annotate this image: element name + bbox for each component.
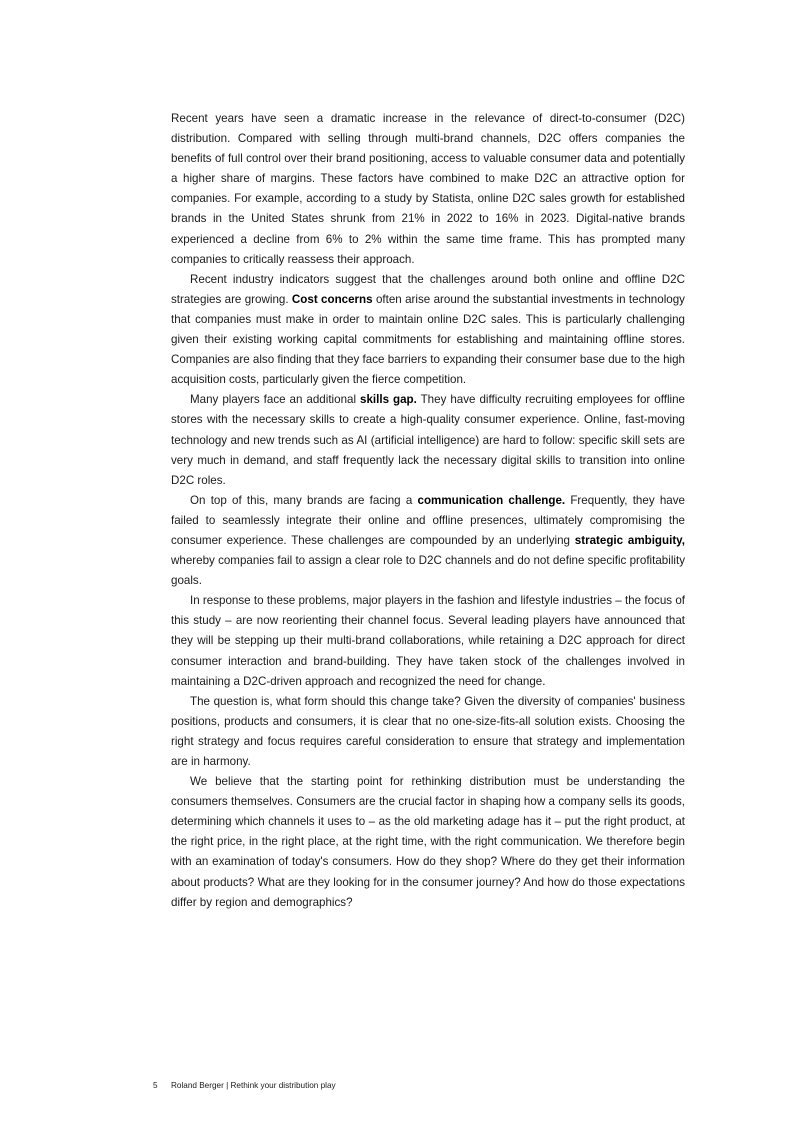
paragraph (171, 491, 685, 591)
bold-phrase: skills gap. (360, 393, 417, 407)
text-run: Frequently, they have failed to seamlessly integrate their online and offline presences, ultimately compromising the consumer experience. These challenges are compounded by an underlying (171, 493, 685, 547)
text-run: They have difficulty recruiting employees for offline stores with the necessary skills to create a high-quality consumer experience. Online, fast-moving technology and new trends such as AI (artificial intelligence) are hard to follow: specific skill sets are very much in demand, and staff frequently lack the necessary digital skills to transition into online D2C roles. (171, 393, 685, 487)
paragraph (171, 109, 685, 270)
page-footer (153, 1080, 336, 1092)
body-text (171, 109, 685, 913)
text-run: On top of this, many brands are facing a (190, 493, 418, 507)
text-run: whereby companies fail to assign a clear role to D2C channels and do not define specific profitability goals. (171, 554, 685, 588)
paragraph (171, 390, 685, 490)
paragraph (171, 270, 685, 391)
text-run: Recent years have seen a dramatic increase in the relevance of direct-to-consumer (D2C) distribution. Compared with selling through multi-brand channels, D2C offers companies the benefits of full control over their brand positioning, access to valuable consumer data and potentially a higher share of margins. These factors have combined to make D2C an attractive option for companies. For example, according to a study by Statista, online D2C sales growth for established brands in the United States shrunk from 21% in 2022 to 16% in 2023. Digital-native brands experienced a decline from 6% to 2% within the same time frame. This has prompted many companies to critically reassess their approach. (171, 112, 685, 266)
paragraph (171, 772, 685, 913)
bold-phrase: strategic ambiguity, (574, 533, 685, 547)
text-run: Many players face an additional (190, 393, 361, 407)
bold-phrase: communication challenge. (417, 493, 566, 507)
text-run: We believe that the starting point for rethinking distribution must be understanding the consumers themselves. Consumers are the crucial factor in shaping how a company sells its goods, determining which channels it uses to – as the old marketing adage has it – put the right product, at the right price, in the right place, at the right time, with the right communication. We therefore begin with an examination of today's consumers. How do they shop? Where do they get their information about products? What are they looking for in the consumer journey? And how do those expectations differ by region and demographics? (171, 775, 685, 909)
text-run: In response to these problems, major players in the fashion and lifestyle industries – the focus of this study – are now reorienting their channel focus. Several leading players have announced that they will be stepping up their multi-brand collaborations, while retaining a D2C approach for direct consumer interaction and brand-building. They have taken stock of the challenges involved in maintaining a D2C-driven approach and recognized the need for change. (171, 594, 685, 688)
text-run: The question is, what form should this change take? Given the diversity of companies' business positions, products and consumers, it is clear that no one-size-fits-all solution exists. Choosing the right strategy and focus requires careful consideration to ensure that strategy and implementation are in harmony. (171, 694, 685, 768)
bold-phrase: Cost concerns (291, 292, 373, 306)
text-run: often arise around the substantial investments in technology that companies must make in order to maintain online D2C sales. This is particularly challenging given their existing working capital commitments for establishing and maintaining offline stores. Companies are also finding that they face barriers to expanding their consumer base due to the high acquisition costs, particularly given the fierce competition. (171, 292, 685, 387)
page-number: 5 (153, 1081, 158, 1090)
paragraph (171, 591, 685, 691)
paragraph (171, 692, 685, 772)
text-run: Recent industry indicators suggest that the challenges around both online and offline D2C strategies are growing. (171, 272, 685, 306)
footer-text: Roland Berger | Rethink your distribution play (171, 1081, 336, 1090)
